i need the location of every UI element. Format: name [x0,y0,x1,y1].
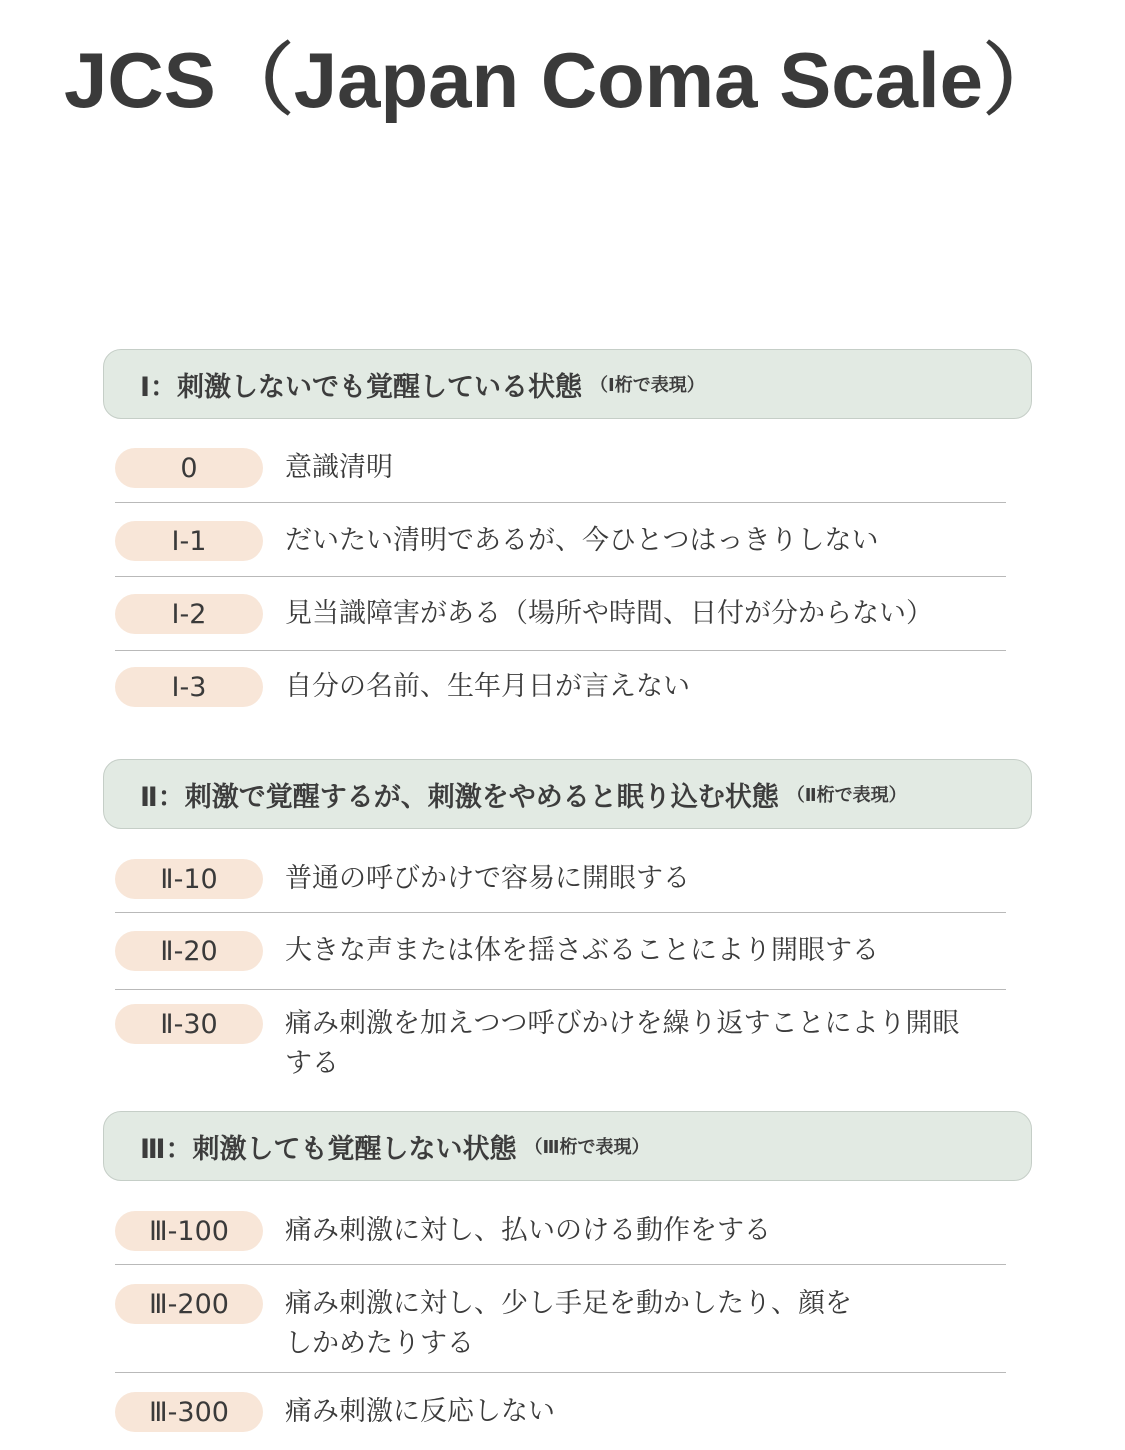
scale-code-badge: Ⅰ-2 [115,594,263,634]
category-header-2 [103,759,1032,829]
scale-row [115,1392,1006,1434]
category-note: （Ⅰ桁で表現） [590,375,705,396]
scale-description: 見当識障害がある（場所や時間、日付が分からない） [285,598,933,629]
scale-row [115,1004,1006,1089]
scale-description: だいたい清明であるが、今ひとつはっきりしない [285,525,879,556]
category-label: Ⅲ：刺激しても覚醒しない状態 [140,1133,517,1165]
scale-code-badge: Ⅱ-30 [115,1004,263,1044]
scale-description: 痛み刺激を加えつつ呼びかけを繰り返すことにより開眼する [285,1008,960,1079]
scale-row [115,931,1006,990]
scale-row [115,521,1006,577]
category-label: Ⅱ：刺激で覚醒するが、刺激をやめると眠り込む状態 [140,781,779,813]
scale-row [115,859,1006,913]
scale-row [115,594,1006,651]
page-title: JCS（Japan Coma Scale） [64,36,1062,124]
scale-description: 痛み刺激に対し、少し手足を動かしたり、顔をしかめたりする [285,1288,852,1359]
scale-code-badge: Ⅲ-300 [115,1392,263,1432]
scale-code-badge: Ⅲ-100 [115,1211,263,1251]
scale-row [115,1284,1006,1373]
scale-code-badge: Ⅱ-20 [115,931,263,971]
scale-row [115,448,1006,503]
scale-description: 痛み刺激に対し、払いのける動作をする [285,1215,771,1246]
scale-code-badge: 0 [115,448,263,488]
category-header-1 [103,349,1032,419]
category-label: Ⅰ：刺激しないでも覚醒している状態 [140,371,583,403]
scale-description: 意識清明 [285,452,393,483]
scale-row [115,1211,1006,1265]
scale-description: 自分の名前、生年月日が言えない [285,671,690,702]
scale-code-badge: Ⅰ-1 [115,521,263,561]
scale-code-badge: Ⅰ-3 [115,667,263,707]
category-note: （Ⅲ桁で表現） [524,1137,650,1158]
category-header-3 [103,1111,1032,1181]
scale-description: 大きな声または体を揺さぶることにより開眼する [285,935,879,966]
category-note: （Ⅱ桁で表現） [786,785,907,806]
scale-code-badge: Ⅱ-10 [115,859,263,899]
scale-description: 普通の呼びかけで容易に開眼する [285,863,690,894]
scale-description: 痛み刺激に反応しない [285,1396,555,1427]
scale-row [115,667,1006,709]
scale-code-badge: Ⅲ-200 [115,1284,263,1324]
